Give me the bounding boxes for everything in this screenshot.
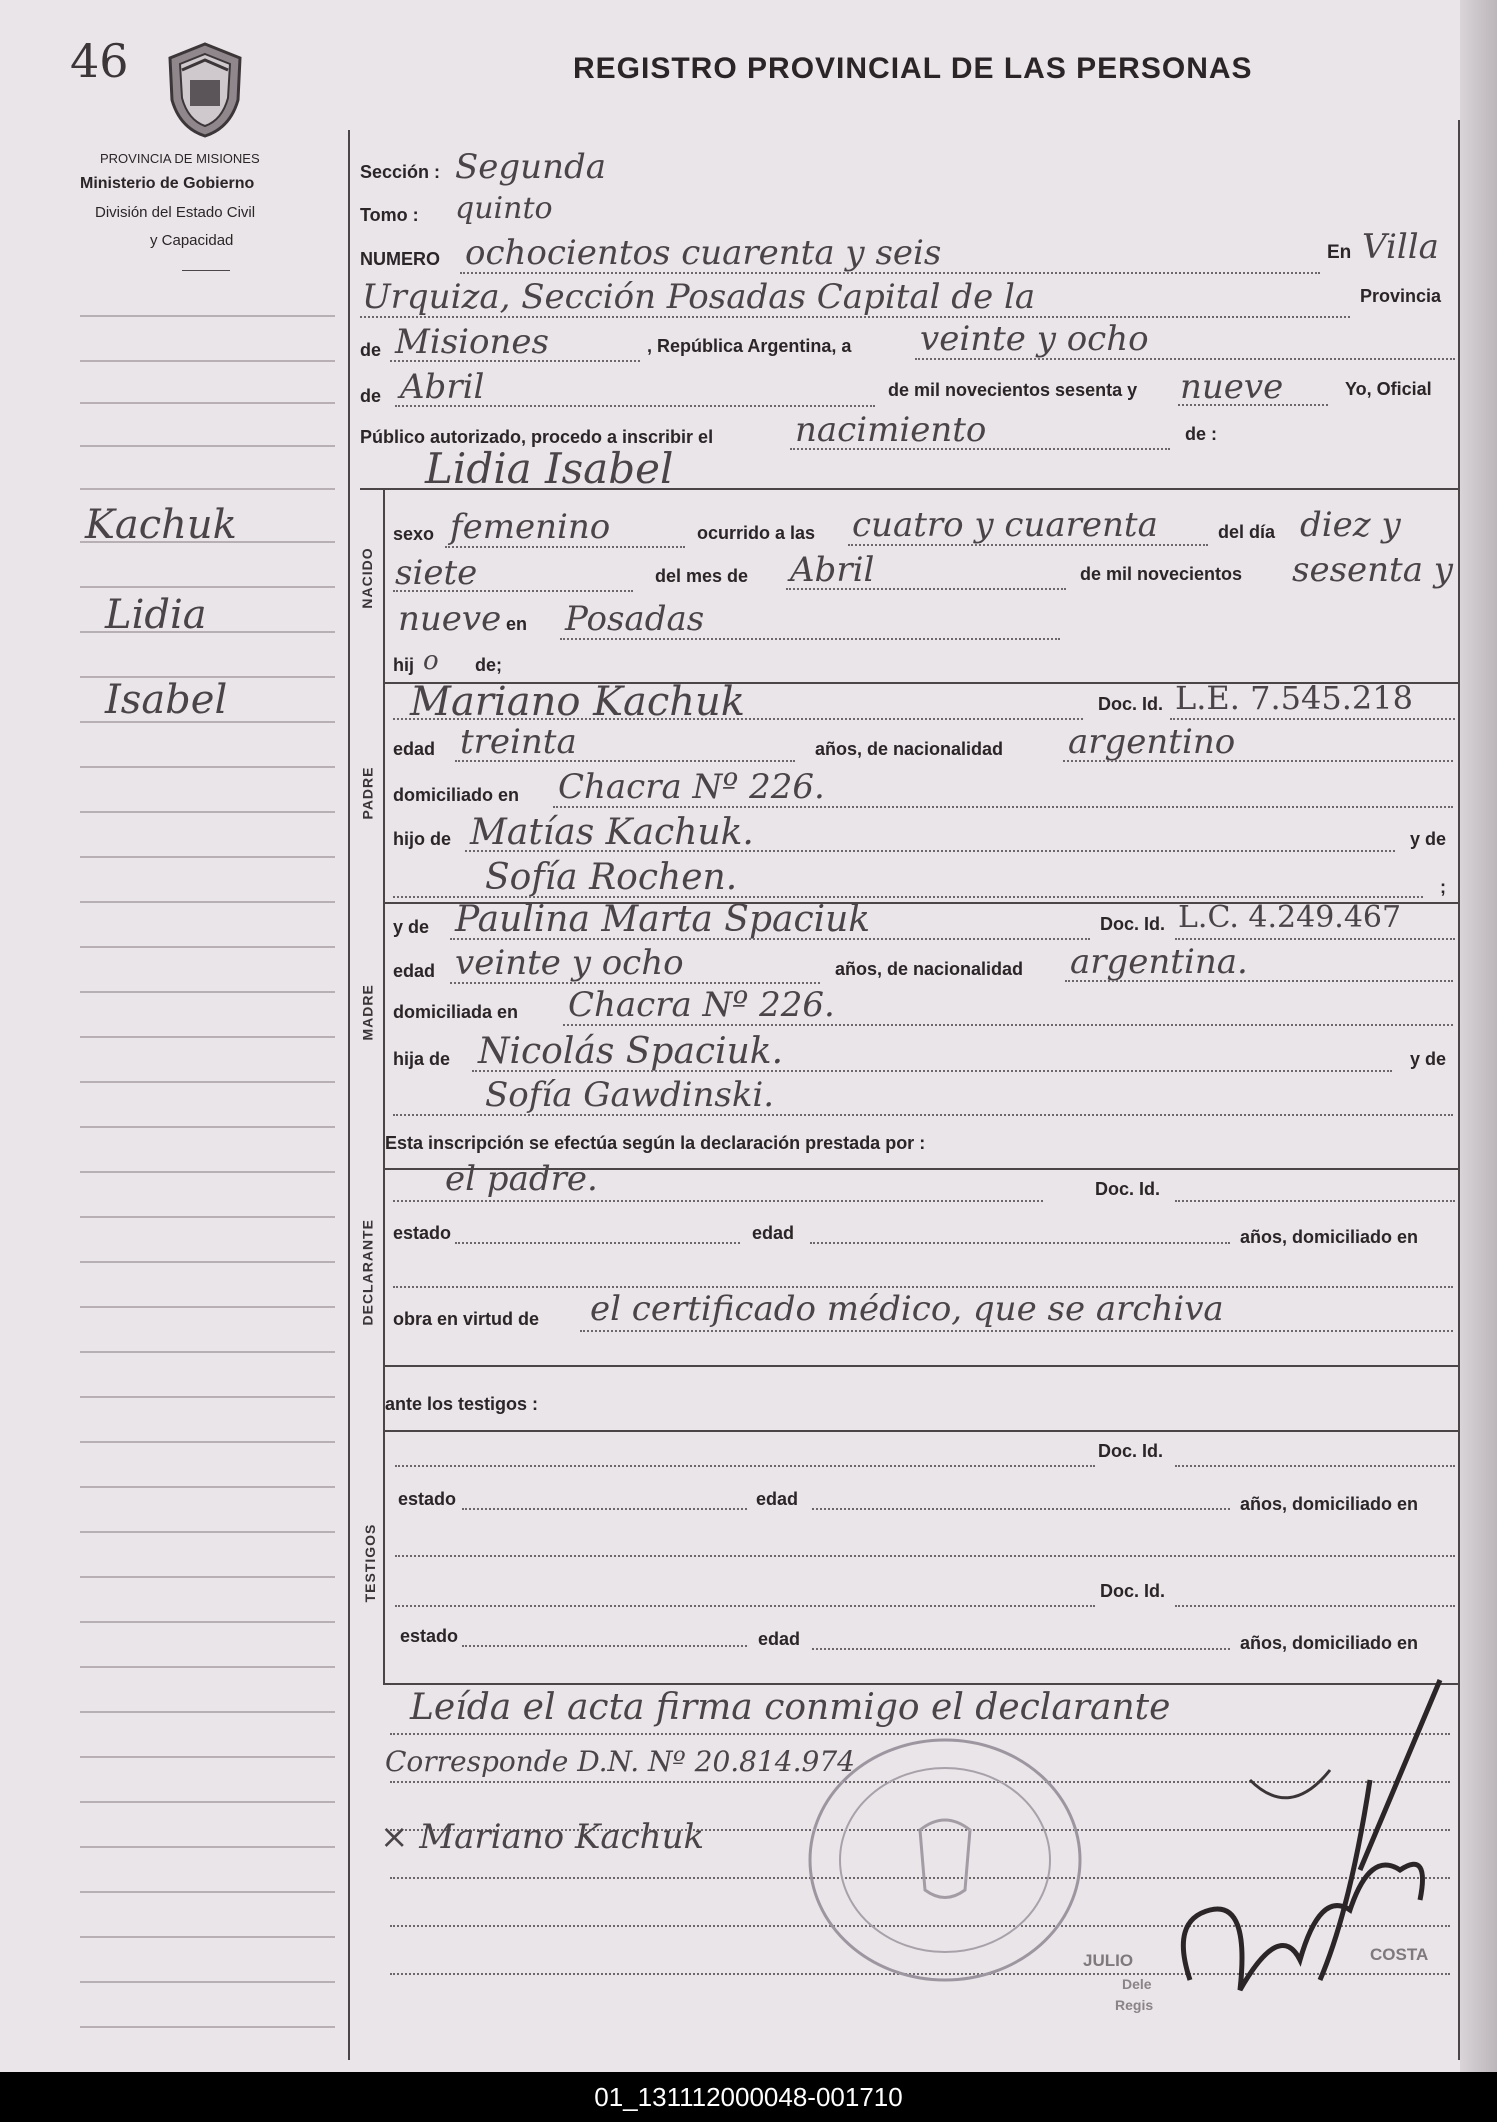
padre-doc-label: Doc. Id. [1098, 694, 1164, 714]
en-label: En [1327, 242, 1352, 263]
ante-testigos-label: ante los testigos : [385, 1394, 539, 1414]
declarante-estado-label: estado [393, 1223, 452, 1243]
seccion-value: Segunda [455, 147, 607, 187]
madre-dom-label: domiciliada en [393, 1002, 519, 1022]
declarante-anos-label: años, domiciliado en [1240, 1227, 1419, 1247]
section-label-border [383, 488, 385, 1683]
testigo2-doc-label: Doc. Id. [1100, 1581, 1166, 1601]
numero-label: NUMERO [360, 249, 440, 269]
testigo2-anos-label: años, domiciliado en [1240, 1633, 1419, 1653]
mes-value: Abril [790, 550, 875, 590]
hij-de-label: de; [475, 655, 502, 675]
madre-y-de-label: y de [393, 917, 430, 937]
en-lower-label: en [506, 614, 528, 634]
official-seal-icon [800, 1730, 1090, 1990]
margin-note-surname: Kachuk [85, 502, 237, 548]
sexo-value: femenino [450, 507, 611, 547]
dni-note: Corresponde D.N. Nº 20.814.974 [385, 1745, 855, 1778]
testigo2-edad-label: edad [758, 1629, 801, 1649]
testigo1-doc-label: Doc. Id. [1098, 1441, 1164, 1461]
del-mes-label: del mes de [655, 566, 749, 586]
numero-value: ochocientos cuarenta y seis [465, 233, 942, 273]
dia-value-2: siete [395, 553, 478, 593]
fecha-mes-value: Abril [400, 367, 485, 407]
madre-dom-value: Chacra Nº 226. [568, 985, 835, 1025]
madre-nombre-value: Paulina Marta Spaciuk [455, 899, 871, 940]
stamp-line-4: COSTA [1370, 1945, 1429, 1964]
stamp-line-3: Regis [1115, 1997, 1154, 2013]
yo-oficial-label: Yo, Oficial [1345, 379, 1432, 399]
seccion-label: Sección : [360, 162, 441, 182]
fecha-anio-value: nueve [1180, 367, 1284, 407]
coat-of-arms-icon [160, 40, 250, 140]
madre-madre-value: Sofía Gawdinski. [485, 1075, 775, 1115]
fecha-dia-value: veinte y ocho [920, 319, 1149, 359]
margin-note-second-name: Isabel [105, 677, 228, 723]
sexo-label: sexo [393, 524, 435, 544]
publico-label: Público autorizado, procedo a inscribir el [360, 427, 714, 447]
de-mes-label: de [360, 386, 382, 406]
declarante-label: DECLARANTE [359, 1219, 376, 1326]
testigo2-estado-label: estado [400, 1626, 459, 1646]
page-edge [1460, 0, 1497, 2072]
madre-y-de-label-2: y de [1410, 1049, 1447, 1069]
en-value: Villa [1362, 227, 1439, 267]
stamp-line-2: Dele [1122, 1976, 1152, 1992]
padre-nombre-value: Mariano Kachuk [410, 679, 746, 725]
ocurrido-label: ocurrido a las [697, 523, 816, 543]
republica-label: , República Argentina, a [647, 336, 852, 356]
anio-value-2: nueve [398, 599, 502, 639]
madre-nac-label: años, de nacionalidad [835, 959, 1024, 979]
padre-edad-value: treinta [460, 722, 577, 762]
stamp-name: JULIO [1083, 1951, 1134, 1970]
padre-edad-label: edad [393, 739, 436, 759]
de-label: de [360, 340, 382, 360]
official-signature-icon [1130, 1660, 1460, 2030]
acto-value: nacimiento [795, 410, 987, 450]
provincia-label: Provincia [1360, 286, 1442, 306]
office-line-1: PROVINCIA DE MISIONES [100, 151, 260, 166]
hij-suffix-value: o [423, 646, 439, 676]
tomo-value: quinto [455, 191, 553, 226]
provincia-value: Misiones [395, 322, 549, 362]
inscripcion-label: Esta inscripción se efectúa según la declaración prestada por : [385, 1133, 926, 1153]
testigo1-edad-label: edad [756, 1489, 799, 1509]
page-title: REGISTRO PROVINCIAL DE LAS PERSONAS [573, 52, 1253, 85]
anio-value-1: sesenta y [1292, 550, 1453, 590]
de-mil-label: de mil novecientos sesenta y [888, 380, 1138, 400]
obra-label: obra en virtud de [393, 1309, 540, 1329]
padre-nac-value: argentino [1068, 722, 1236, 762]
nacido-label: NACIDO [359, 547, 375, 609]
madre-doc-label: Doc. Id. [1100, 914, 1166, 934]
padre-nac-label: años, de nacionalidad [815, 739, 1004, 759]
del-dia-label: del día [1218, 522, 1276, 542]
madre-label: MADRE [359, 984, 376, 1041]
de-colon-label: de : [1185, 424, 1218, 444]
lugar-nac-value: Posadas [565, 599, 705, 639]
hij-label: hij [393, 655, 414, 675]
declarante-signature: × Mariano Kachuk [380, 1817, 705, 1857]
madre-hija-de-label: hija de [393, 1049, 451, 1069]
margin-note-first-name: Lidia [105, 592, 207, 638]
hora-value: cuatro y cuarenta [852, 505, 1158, 545]
declarante-edad-label: edad [752, 1223, 795, 1243]
lugar-value: Urquiza, Sección Posadas Capital de la [362, 277, 1036, 317]
main-column-border [348, 130, 350, 2060]
tomo-label: Tomo : [360, 205, 419, 225]
padre-doc-value: L.E. 7.545.218 [1175, 679, 1413, 717]
nombre-value: Lidia Isabel [425, 444, 674, 493]
padre-semicolon: ; [1440, 877, 1446, 897]
declarante-value: el padre. [445, 1159, 598, 1199]
obra-value: el certificado médico, que se archiva [590, 1289, 1224, 1329]
padre-padre-value: Matías Kachuk. [470, 812, 754, 853]
padre-label: PADRE [359, 766, 376, 820]
madre-padre-value: Nicolás Spaciuk. [478, 1031, 784, 1072]
padre-dom-label: domiciliado en [393, 785, 520, 805]
madre-doc-value: L.C. 4.249.467 [1178, 900, 1402, 935]
image-caption: 01_131112000048-001710 [0, 2072, 1497, 2122]
office-line-2: Ministerio de Gobierno [80, 175, 255, 192]
testigo1-anos-label: años, domiciliado en [1240, 1494, 1419, 1514]
office-line-3: División del Estado Civil [95, 204, 256, 221]
de-mil-nov-label: de mil novecientos [1080, 564, 1243, 584]
padre-madre-value: Sofía Rochen. [485, 857, 738, 898]
page-number: 46 [70, 34, 129, 88]
declarante-doc-label: Doc. Id. [1095, 1179, 1161, 1199]
padre-y-de-label: y de [1410, 829, 1447, 849]
office-line-4: y Capacidad [150, 232, 234, 249]
testigo1-estado-label: estado [398, 1489, 457, 1509]
padre-dom-value: Chacra Nº 226. [558, 767, 825, 807]
padre-hijo-de-label: hijo de [393, 829, 451, 849]
madre-nac-value: argentina. [1070, 942, 1248, 982]
dia-value-1: diez y [1300, 505, 1401, 545]
testigos-label: TESTIGOS [362, 1523, 378, 1603]
office-divider [182, 270, 230, 271]
closing-note: Leída el acta firma conmigo el declarante [410, 1687, 1171, 1728]
madre-edad-label: edad [393, 961, 436, 981]
madre-edad-value: veinte y ocho [455, 943, 684, 983]
